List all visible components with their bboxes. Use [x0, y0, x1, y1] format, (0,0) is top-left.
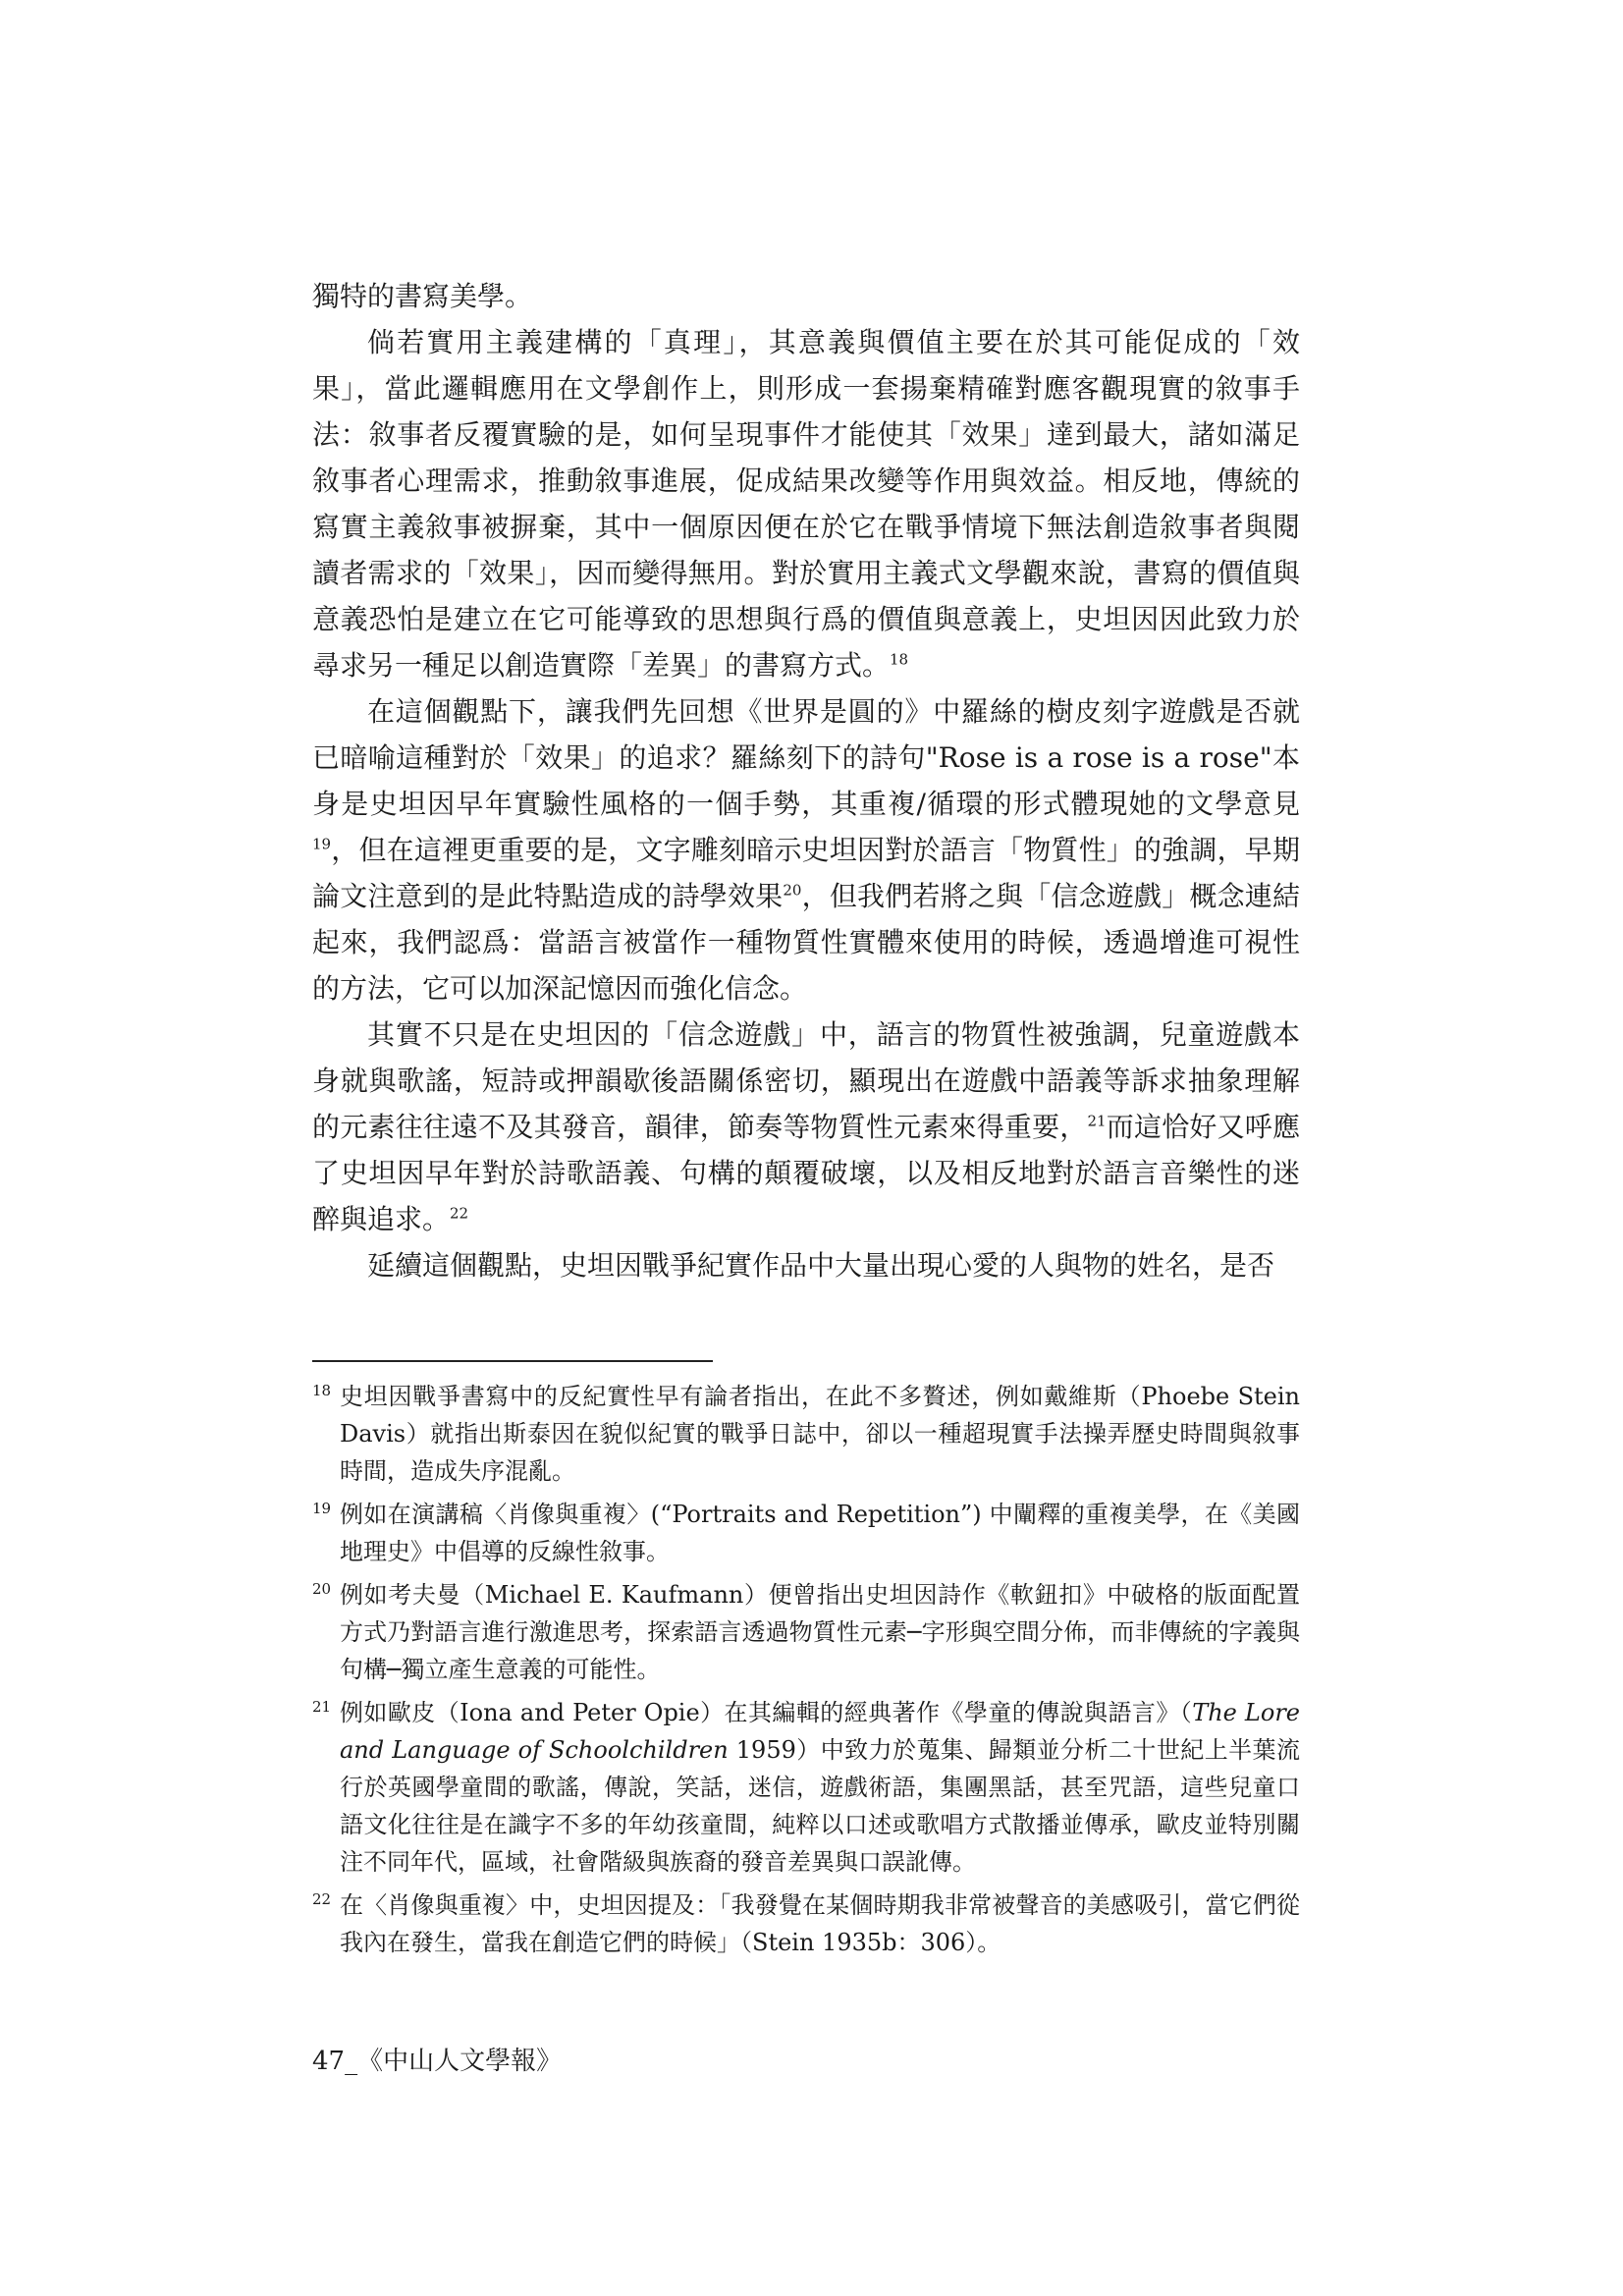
page-footer: 47_《中山人文學報》 [312, 2047, 563, 2076]
footnote-ref-19[interactable]: 19 [312, 835, 332, 853]
footnote-18: 18 史坦因戰爭書寫中的反紀實性早有論者指出，在此不多贅述，例如戴維斯（Phoebe Stein Davis）就指出斯泰因在貌似紀實的戰爭日誌中，卻以一種超現實手法操弄歷史時間與敘事時間，造成失序混亂。 [312, 1378, 1300, 1490]
footnotes [312, 1378, 1300, 1967]
book-title: The Lore and Language of Schoolchildren [340, 1699, 1300, 1764]
paragraph-2: 倘若實用主義建構的「真理」，其意義與價值主要在於其可能促成的「效果」，當此邏輯應用在文學創作上，則形成一套揚棄精確對應客觀現實的敘事手法：敘事者反覆實驗的是，如何呈現事件才能使其「效果」達到最大，諸如滿足敘事者心理需求，推動敘事進展，促成結果改變等作用與效益。相反地，傳統的寫實主義敘事被摒棄，其中一個原因便在於它在戰爭情境下無法創造敘事者與閱讀者需求的「效果」，因而變得無用。對於實用主義式文學觀來說，書寫的價值與意義恐怕是建立在它可能導致的思想與行爲的價值與意義上，史坦因因此致力於尋求另一種足以創造實際「差異」的書寫方式。$^{18}$ [312, 326, 1300, 682]
footnote-19: 19 例如在演講稿〈肖像與重複〉(“Portraits and Repetition”) 中闡釋的重複美學，在《美國地理史》中倡導的反線性敘事。 [312, 1496, 1300, 1570]
paragraph-5: 延續這個觀點，史坦因戰爭紀實作品中大量出現心愛的人與物的姓名，是否 [367, 1249, 1275, 1282]
footnote-20: 20 例如考夫曼（Michael E. Kaufmann）便曾指出史坦因詩作《軟鈕扣》中破格的版面配置方式乃對語言進行激進思考，探索語言透過物質性元素─字形與空間分佈，而非傳統的字義與句構─獨立產生意義的可能性。 [312, 1576, 1300, 1688]
footnote-number: 22 [312, 1890, 332, 1908]
paragraph-3: 在這個觀點下，讓我們先回想《世界是圓的》中羅絲的樹皮刻字遊戲是否就已暗喻這種對於「效果」的追求？羅絲刻下的詩句"Rose is a rose is a rose"本身是史坦因早年實驗性風格的一個手勢，其重複/循環的形式體現她的文學意見$^{19}$，但在這裡更重要的是，文字雕刻暗示史坦因對於語言「物質性」的強調，早期論文注意到的是此特點造成的詩學效果$^{20}$，但我們若將之與「信念遊戲」概念連結起來，我們認爲：當語言被當作一種物質性實體來使用的時候，透過增進可視性的方法，它可以加深記憶因而強化信念。 [312, 695, 1300, 1005]
footnote-number: 19 [312, 1500, 332, 1517]
footnote-ref-22[interactable]: 22 [450, 1204, 469, 1223]
footnote-number: 21 [312, 1698, 332, 1716]
body-text [312, 273, 1300, 1288]
footnote-ref-21[interactable]: 21 [1087, 1112, 1107, 1130]
paragraph-1: 獨特的書寫美學。 [312, 280, 533, 312]
paragraph-4: 其實不只是在史坦因的「信念遊戲」中，語言的物質性被強調，兒童遊戲本身就與歌謠，短詩或押韻歇後語關係密切，顯現出在遊戲中語義等訴求抽象理解的元素往往遠不及其發音，韻律，節奏等物質性元素來得重要，$^{21}$而這恰好又呼應了史坦因早年對於詩歌語義、句構的顛覆破壞，以及相反地對於語言音樂性的迷醉與追求。$^{22}$ [312, 1018, 1300, 1235]
footnote-number: 18 [312, 1382, 332, 1399]
footnote-22: 22 在〈肖像與重複〉中，史坦因提及：「我發覺在某個時期我非常被聲音的美感吸引，當它們從我內在發生，當我在創造它們的時候」（Stein 1935b：306）。 [312, 1886, 1300, 1961]
footnote-divider [312, 1360, 713, 1362]
footnote-ref-18[interactable]: 18 [890, 650, 909, 669]
footnote-number: 20 [312, 1580, 332, 1598]
footnote-21: 21 例如歐皮（Iona and Peter Opie）在其編輯的經典著作《學童的傳說與語言》（The Lore and Language of Schoolchildren 1959）中致力於蒐集、歸類並分析二十世紀上半葉流行於英國學童間的歌謠，傳說，笑話，迷信，遊戲術語，集團黑話，甚至咒語，這些兒童口語文化往往是在識字不多的年幼孩童間，純粹以口述或歌唱方式散播並傳承，歐皮並特別關注不同年代，區域，社會階級與族裔的發音差異與口誤訛傳。 [312, 1694, 1300, 1881]
footnote-ref-20[interactable]: 20 [783, 881, 802, 900]
